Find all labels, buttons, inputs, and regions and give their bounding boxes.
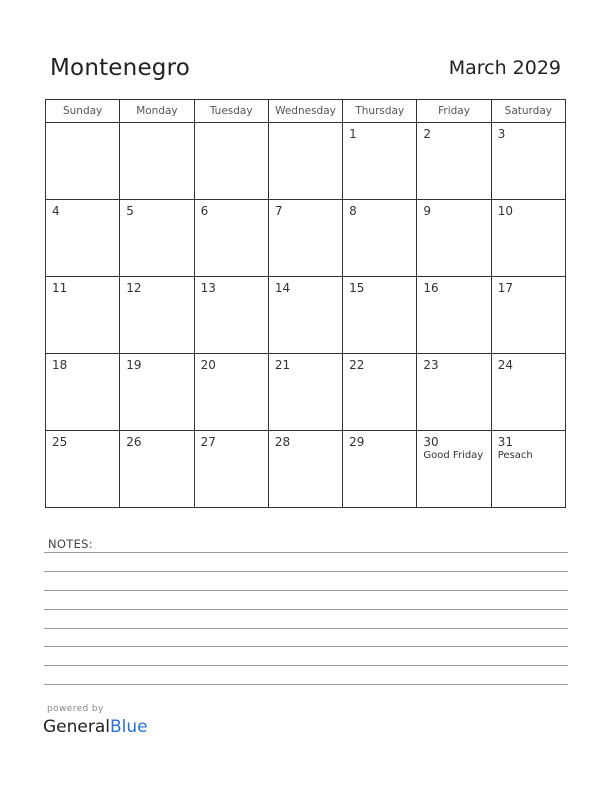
note-line xyxy=(44,609,568,610)
weekday-header: Saturday xyxy=(491,100,565,123)
note-line xyxy=(44,684,568,685)
day-number: 14 xyxy=(274,281,291,295)
day-number: 20 xyxy=(200,358,216,372)
day-number: 25 xyxy=(52,435,68,449)
day-number: 31 xyxy=(497,435,513,449)
day-cell xyxy=(120,354,194,431)
day-number: 28 xyxy=(274,435,291,449)
day-cell xyxy=(343,200,417,277)
weekday-header: Thursday xyxy=(343,100,417,123)
calendar-grid xyxy=(45,99,566,508)
note-line xyxy=(44,590,568,591)
day-number xyxy=(120,123,193,127)
weekday-header: Monday xyxy=(120,100,194,123)
day-number: 8 xyxy=(349,204,357,218)
day-number: 18 xyxy=(52,358,68,372)
note-line xyxy=(44,665,568,666)
day-cell xyxy=(343,354,417,431)
day-cell xyxy=(268,123,342,200)
week-row xyxy=(46,200,566,277)
weekday-header: Tuesday xyxy=(194,100,268,123)
day-cell xyxy=(120,123,194,200)
brand-blue-text: Blue xyxy=(110,717,148,737)
day-cell xyxy=(120,431,194,508)
day-number: 2 xyxy=(423,127,432,141)
day-cell xyxy=(268,431,342,508)
weekday-header: Wednesday xyxy=(268,100,342,123)
day-cell xyxy=(343,431,417,508)
week-row xyxy=(46,123,566,200)
weekday-header: Friday xyxy=(417,100,491,123)
day-number: 4 xyxy=(52,204,60,218)
day-cell xyxy=(343,123,417,200)
day-cell xyxy=(417,123,491,200)
note-line xyxy=(44,646,568,647)
day-cell xyxy=(268,200,342,277)
day-number: 1 xyxy=(349,127,357,141)
day-number: 29 xyxy=(349,435,365,449)
day-number: 30 xyxy=(423,435,439,449)
day-cell xyxy=(268,277,342,354)
day-cell xyxy=(491,277,565,354)
day-number: 12 xyxy=(126,281,142,295)
week-row xyxy=(46,354,566,431)
day-number: 21 xyxy=(274,358,291,372)
generalblue-logo xyxy=(43,717,148,737)
day-number: 5 xyxy=(126,204,134,218)
day-number: 6 xyxy=(200,204,209,218)
day-cell xyxy=(417,200,491,277)
powered-by-text: powered by xyxy=(47,704,104,714)
notes-label: NOTES: xyxy=(48,537,93,551)
day-number: 26 xyxy=(126,435,142,449)
day-cell xyxy=(46,354,120,431)
day-cell xyxy=(46,277,120,354)
day-cell xyxy=(46,200,120,277)
day-cell xyxy=(120,277,194,354)
day-number: 24 xyxy=(497,358,513,372)
day-cell xyxy=(120,200,194,277)
holiday-label: Good Friday xyxy=(423,450,484,461)
day-cell xyxy=(491,354,565,431)
day-cell xyxy=(417,354,491,431)
calendar-country-title: Montenegro xyxy=(50,55,191,81)
day-number xyxy=(195,123,268,127)
day-number: 22 xyxy=(349,358,365,372)
day-cell xyxy=(194,200,268,277)
note-line xyxy=(44,628,568,629)
day-number: 17 xyxy=(497,281,513,295)
day-number: 11 xyxy=(52,281,68,295)
week-row xyxy=(46,431,566,508)
note-line xyxy=(44,552,568,553)
day-number: 3 xyxy=(497,127,506,141)
day-cell xyxy=(343,277,417,354)
weekday-header-row xyxy=(46,100,566,123)
day-cell xyxy=(268,354,342,431)
day-cell xyxy=(194,431,268,508)
note-line xyxy=(44,571,568,572)
day-cell xyxy=(491,200,565,277)
day-number: 9 xyxy=(423,204,432,218)
day-cell xyxy=(417,431,491,508)
day-number: 19 xyxy=(126,358,142,372)
day-cell xyxy=(194,123,268,200)
calendar-month-title: March 2029 xyxy=(448,57,561,79)
brand-general-text: General xyxy=(43,717,110,737)
day-number: 27 xyxy=(200,435,216,449)
day-cell xyxy=(194,354,268,431)
day-cell xyxy=(491,123,565,200)
day-number xyxy=(46,123,119,127)
holiday-label: Pesach xyxy=(497,450,533,461)
day-number: 15 xyxy=(349,281,365,295)
day-number: 7 xyxy=(274,204,283,218)
day-number xyxy=(269,123,342,127)
day-cell xyxy=(46,431,120,508)
weekday-header: Sunday xyxy=(46,100,120,123)
day-cell xyxy=(46,123,120,200)
day-number: 16 xyxy=(423,281,439,295)
day-number: 13 xyxy=(200,281,216,295)
week-row xyxy=(46,277,566,354)
day-cell xyxy=(417,277,491,354)
day-cell xyxy=(491,431,565,508)
day-number: 23 xyxy=(423,358,439,372)
day-cell xyxy=(194,277,268,354)
day-number: 10 xyxy=(497,204,513,218)
